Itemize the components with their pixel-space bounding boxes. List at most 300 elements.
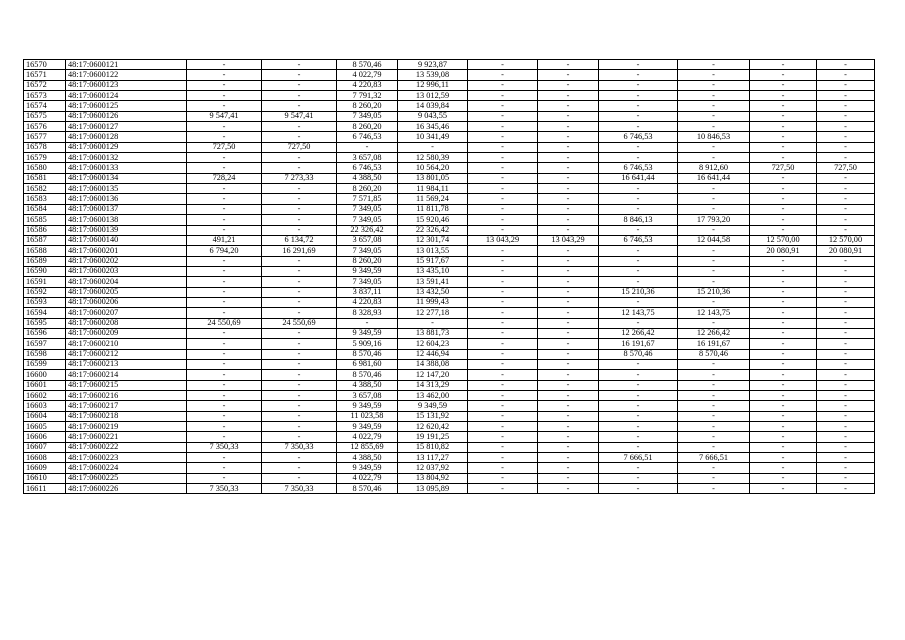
value-cell: - bbox=[750, 277, 817, 287]
row-number-cell: 16573 bbox=[24, 91, 66, 101]
table-row bbox=[24, 432, 875, 442]
value-cell: - bbox=[538, 204, 599, 214]
row-number-cell: 16572 bbox=[24, 80, 66, 90]
value-cell: - bbox=[817, 277, 875, 287]
table-row bbox=[24, 235, 875, 245]
value-cell: 6 746,53 bbox=[599, 163, 678, 173]
table-row bbox=[24, 484, 875, 494]
value-cell: - bbox=[262, 432, 337, 442]
value-cell: - bbox=[538, 101, 599, 111]
value-cell: - bbox=[678, 256, 750, 266]
value-cell: - bbox=[750, 359, 817, 369]
value-cell: - bbox=[678, 91, 750, 101]
value-cell: - bbox=[187, 422, 262, 432]
row-number-cell: 16575 bbox=[24, 111, 66, 121]
cadastral-number-cell: 48:17:0600127 bbox=[66, 122, 187, 132]
value-cell: 727,50 bbox=[817, 163, 875, 173]
cadastral-number-cell: 48:17:0600223 bbox=[66, 453, 187, 463]
value-cell: - bbox=[678, 184, 750, 194]
value-cell: 6 134,72 bbox=[262, 235, 337, 245]
row-number-cell: 16571 bbox=[24, 70, 66, 80]
value-cell: - bbox=[678, 442, 750, 452]
cadastral-number-cell: 48:17:0600125 bbox=[66, 101, 187, 111]
row-number-cell: 16600 bbox=[24, 370, 66, 380]
value-cell: - bbox=[187, 204, 262, 214]
value-cell: - bbox=[262, 391, 337, 401]
cadastral-number-cell: 48:17:0600216 bbox=[66, 391, 187, 401]
value-cell: 12 277,18 bbox=[398, 308, 468, 318]
value-cell: - bbox=[262, 91, 337, 101]
value-cell: 4 220,83 bbox=[337, 297, 398, 307]
cadastral-number-cell: 48:17:0600212 bbox=[66, 349, 187, 359]
value-cell: - bbox=[817, 411, 875, 421]
value-cell: - bbox=[817, 80, 875, 90]
value-cell: - bbox=[468, 473, 538, 483]
value-cell: 7 666,51 bbox=[678, 453, 750, 463]
value-cell: - bbox=[817, 101, 875, 111]
row-number-cell: 16593 bbox=[24, 297, 66, 307]
value-cell: 14 313,29 bbox=[398, 380, 468, 390]
value-cell: 11 569,24 bbox=[398, 194, 468, 204]
value-cell: - bbox=[678, 101, 750, 111]
value-cell: 7 571,85 bbox=[337, 194, 398, 204]
value-cell: - bbox=[468, 266, 538, 276]
value-cell: - bbox=[468, 318, 538, 328]
value-cell: 8 260,20 bbox=[337, 122, 398, 132]
value-cell: - bbox=[678, 401, 750, 411]
value-cell: 8 260,20 bbox=[337, 256, 398, 266]
value-cell: - bbox=[750, 142, 817, 152]
value-cell: 9 349,59 bbox=[337, 266, 398, 276]
table-row bbox=[24, 391, 875, 401]
value-cell: 7 666,51 bbox=[599, 453, 678, 463]
value-cell: - bbox=[599, 473, 678, 483]
row-number-cell: 16596 bbox=[24, 328, 66, 338]
row-number-cell: 16608 bbox=[24, 453, 66, 463]
value-cell: - bbox=[262, 153, 337, 163]
value-cell: - bbox=[678, 225, 750, 235]
value-cell: - bbox=[750, 111, 817, 121]
value-cell: - bbox=[599, 194, 678, 204]
cadastral-number-cell: 48:17:0600134 bbox=[66, 173, 187, 183]
value-cell: - bbox=[262, 287, 337, 297]
table-row bbox=[24, 122, 875, 132]
value-cell: - bbox=[262, 80, 337, 90]
value-cell: - bbox=[538, 60, 599, 70]
value-cell: - bbox=[262, 380, 337, 390]
value-cell: 13 435,10 bbox=[398, 266, 468, 276]
value-cell: 8 912,60 bbox=[678, 163, 750, 173]
row-number-cell: 16601 bbox=[24, 380, 66, 390]
value-cell: 24 550,69 bbox=[187, 318, 262, 328]
cadastral-number-cell: 48:17:0600202 bbox=[66, 256, 187, 266]
value-cell: 9 349,59 bbox=[337, 401, 398, 411]
value-cell: - bbox=[468, 256, 538, 266]
value-cell: - bbox=[468, 422, 538, 432]
value-cell: - bbox=[750, 308, 817, 318]
value-cell: 16 641,44 bbox=[599, 173, 678, 183]
value-cell: - bbox=[538, 132, 599, 142]
value-cell: 10 846,53 bbox=[678, 132, 750, 142]
value-cell: - bbox=[599, 184, 678, 194]
value-cell: 12 855,69 bbox=[337, 442, 398, 452]
value-cell: - bbox=[468, 401, 538, 411]
value-cell: - bbox=[599, 432, 678, 442]
cadastral-number-cell: 48:17:0600219 bbox=[66, 422, 187, 432]
value-cell: - bbox=[750, 225, 817, 235]
row-number-cell: 16591 bbox=[24, 277, 66, 287]
value-cell: 13 043,29 bbox=[538, 235, 599, 245]
value-cell: - bbox=[750, 91, 817, 101]
value-cell: - bbox=[750, 70, 817, 80]
value-cell: 7 350,33 bbox=[262, 484, 337, 494]
value-cell: - bbox=[678, 122, 750, 132]
value-cell: 20 080,91 bbox=[817, 246, 875, 256]
value-cell: - bbox=[538, 484, 599, 494]
value-cell: 16 191,67 bbox=[599, 339, 678, 349]
value-cell: - bbox=[750, 287, 817, 297]
value-cell: - bbox=[678, 111, 750, 121]
value-cell: 12 266,42 bbox=[599, 328, 678, 338]
value-cell: 8 570,46 bbox=[337, 349, 398, 359]
value-cell: - bbox=[817, 111, 875, 121]
value-cell: - bbox=[817, 132, 875, 142]
value-cell: - bbox=[187, 132, 262, 142]
value-cell: 5 909,16 bbox=[337, 339, 398, 349]
value-cell: 13 043,29 bbox=[468, 235, 538, 245]
value-cell: - bbox=[538, 122, 599, 132]
value-cell: 12 446,94 bbox=[398, 349, 468, 359]
value-cell: - bbox=[817, 194, 875, 204]
value-cell: - bbox=[817, 318, 875, 328]
value-cell: - bbox=[817, 173, 875, 183]
value-cell: - bbox=[599, 91, 678, 101]
table-row bbox=[24, 359, 875, 369]
value-cell: - bbox=[538, 432, 599, 442]
table-row bbox=[24, 463, 875, 473]
row-number-cell: 16585 bbox=[24, 215, 66, 225]
value-cell: - bbox=[817, 339, 875, 349]
value-cell: - bbox=[750, 184, 817, 194]
value-cell: - bbox=[187, 70, 262, 80]
value-cell: - bbox=[468, 380, 538, 390]
value-cell: 12 266,42 bbox=[678, 328, 750, 338]
cadastral-number-cell: 48:17:0600126 bbox=[66, 111, 187, 121]
value-cell: - bbox=[750, 442, 817, 452]
value-cell: - bbox=[187, 194, 262, 204]
value-cell: - bbox=[599, 411, 678, 421]
value-cell: - bbox=[187, 287, 262, 297]
value-cell: 22 326,42 bbox=[337, 225, 398, 235]
cadastral-number-cell: 48:17:0600209 bbox=[66, 328, 187, 338]
value-cell: - bbox=[468, 122, 538, 132]
value-cell: - bbox=[468, 111, 538, 121]
value-cell: - bbox=[750, 401, 817, 411]
cadastral-number-cell: 48:17:0600215 bbox=[66, 380, 187, 390]
value-cell: 7 349,05 bbox=[337, 246, 398, 256]
value-cell: - bbox=[187, 453, 262, 463]
value-cell: - bbox=[599, 463, 678, 473]
value-cell: - bbox=[468, 328, 538, 338]
value-cell: - bbox=[262, 184, 337, 194]
value-cell: - bbox=[538, 80, 599, 90]
value-cell: - bbox=[538, 246, 599, 256]
value-cell: - bbox=[817, 308, 875, 318]
value-cell: - bbox=[538, 391, 599, 401]
value-cell: - bbox=[187, 401, 262, 411]
value-cell: 13 801,05 bbox=[398, 173, 468, 183]
value-cell: 9 043,55 bbox=[398, 111, 468, 121]
cadastral-number-cell: 48:17:0600135 bbox=[66, 184, 187, 194]
value-cell: - bbox=[817, 432, 875, 442]
value-cell: - bbox=[187, 122, 262, 132]
value-cell: - bbox=[678, 370, 750, 380]
value-cell: - bbox=[187, 308, 262, 318]
value-cell: - bbox=[678, 359, 750, 369]
value-cell: 3 837,11 bbox=[337, 287, 398, 297]
value-cell: - bbox=[262, 422, 337, 432]
row-number-cell: 16610 bbox=[24, 473, 66, 483]
value-cell: 15 917,67 bbox=[398, 256, 468, 266]
value-cell: - bbox=[262, 204, 337, 214]
row-number-cell: 16582 bbox=[24, 184, 66, 194]
value-cell: 9 349,59 bbox=[337, 328, 398, 338]
table-row bbox=[24, 184, 875, 194]
value-cell: - bbox=[262, 308, 337, 318]
table-row bbox=[24, 277, 875, 287]
value-cell: - bbox=[678, 142, 750, 152]
value-cell: - bbox=[538, 349, 599, 359]
value-cell: 9 349,59 bbox=[337, 463, 398, 473]
value-cell: - bbox=[750, 153, 817, 163]
cadastral-number-cell: 48:17:0600205 bbox=[66, 287, 187, 297]
value-cell: - bbox=[599, 204, 678, 214]
value-cell: 3 657,08 bbox=[337, 235, 398, 245]
value-cell: 15 210,36 bbox=[599, 287, 678, 297]
value-cell: - bbox=[187, 473, 262, 483]
cadastral-number-cell: 48:17:0600210 bbox=[66, 339, 187, 349]
value-cell: - bbox=[187, 339, 262, 349]
value-cell: - bbox=[262, 101, 337, 111]
value-cell: - bbox=[262, 70, 337, 80]
cadastral-number-cell: 48:17:0600207 bbox=[66, 308, 187, 318]
value-cell: - bbox=[187, 411, 262, 421]
value-cell: - bbox=[538, 308, 599, 318]
row-number-cell: 16594 bbox=[24, 308, 66, 318]
value-cell: - bbox=[538, 163, 599, 173]
value-cell: - bbox=[750, 349, 817, 359]
value-cell: - bbox=[599, 256, 678, 266]
value-cell: - bbox=[817, 422, 875, 432]
value-cell: - bbox=[678, 473, 750, 483]
value-cell: 12 037,92 bbox=[398, 463, 468, 473]
row-number-cell: 16586 bbox=[24, 225, 66, 235]
value-cell: 13 462,00 bbox=[398, 391, 468, 401]
value-cell: - bbox=[538, 380, 599, 390]
value-cell: - bbox=[468, 215, 538, 225]
value-cell: - bbox=[678, 277, 750, 287]
value-cell: 16 191,67 bbox=[678, 339, 750, 349]
table-row bbox=[24, 453, 875, 463]
value-cell: - bbox=[468, 153, 538, 163]
value-cell: 12 570,00 bbox=[817, 235, 875, 245]
value-cell: - bbox=[468, 370, 538, 380]
value-cell: - bbox=[262, 297, 337, 307]
row-number-cell: 16609 bbox=[24, 463, 66, 473]
value-cell: - bbox=[262, 359, 337, 369]
data-table bbox=[23, 59, 875, 494]
value-cell: 7 273,33 bbox=[262, 173, 337, 183]
value-cell: - bbox=[468, 142, 538, 152]
value-cell: - bbox=[468, 80, 538, 90]
row-number-cell: 16599 bbox=[24, 359, 66, 369]
value-cell: - bbox=[599, 101, 678, 111]
table-row bbox=[24, 256, 875, 266]
value-cell: - bbox=[538, 370, 599, 380]
value-cell: - bbox=[468, 359, 538, 369]
value-cell: - bbox=[817, 359, 875, 369]
value-cell: 7 350,33 bbox=[187, 484, 262, 494]
cadastral-number-cell: 48:17:0600121 bbox=[66, 60, 187, 70]
table-row bbox=[24, 163, 875, 173]
value-cell: 491,21 bbox=[187, 235, 262, 245]
value-cell: - bbox=[750, 380, 817, 390]
value-cell: 7 350,33 bbox=[262, 442, 337, 452]
cadastral-number-cell: 48:17:0600224 bbox=[66, 463, 187, 473]
value-cell: - bbox=[750, 432, 817, 442]
table-row bbox=[24, 91, 875, 101]
value-cell: - bbox=[262, 215, 337, 225]
value-cell: - bbox=[468, 204, 538, 214]
value-cell: - bbox=[187, 91, 262, 101]
table-row bbox=[24, 308, 875, 318]
value-cell: - bbox=[468, 432, 538, 442]
row-number-cell: 16580 bbox=[24, 163, 66, 173]
row-number-cell: 16588 bbox=[24, 246, 66, 256]
value-cell: - bbox=[187, 349, 262, 359]
value-cell: - bbox=[187, 153, 262, 163]
value-cell: - bbox=[187, 277, 262, 287]
value-cell: - bbox=[468, 277, 538, 287]
value-cell: 19 191,25 bbox=[398, 432, 468, 442]
value-cell: - bbox=[599, 318, 678, 328]
value-cell: 12 996,11 bbox=[398, 80, 468, 90]
value-cell: - bbox=[599, 401, 678, 411]
value-cell: 9 547,41 bbox=[262, 111, 337, 121]
value-cell: - bbox=[187, 60, 262, 70]
value-cell: - bbox=[750, 328, 817, 338]
table-row bbox=[24, 60, 875, 70]
value-cell: 14 388,08 bbox=[398, 359, 468, 369]
value-cell: 4 220,83 bbox=[337, 80, 398, 90]
value-cell: - bbox=[750, 256, 817, 266]
value-cell: - bbox=[817, 380, 875, 390]
value-cell: - bbox=[262, 163, 337, 173]
value-cell: 4 022,79 bbox=[337, 432, 398, 442]
row-number-cell: 16603 bbox=[24, 401, 66, 411]
table-row bbox=[24, 111, 875, 121]
value-cell: - bbox=[538, 266, 599, 276]
value-cell: - bbox=[817, 70, 875, 80]
value-cell: 7 349,05 bbox=[337, 111, 398, 121]
value-cell: 4 388,50 bbox=[337, 380, 398, 390]
value-cell: - bbox=[750, 80, 817, 90]
cadastral-number-cell: 48:17:0600123 bbox=[66, 80, 187, 90]
value-cell: - bbox=[262, 194, 337, 204]
value-cell: - bbox=[678, 484, 750, 494]
value-cell: - bbox=[538, 359, 599, 369]
value-cell: 10 341,49 bbox=[398, 132, 468, 142]
value-cell: 6 746,53 bbox=[599, 132, 678, 142]
value-cell: - bbox=[817, 225, 875, 235]
value-cell: 7 349,05 bbox=[337, 204, 398, 214]
row-number-cell: 16592 bbox=[24, 287, 66, 297]
row-number-cell: 16577 bbox=[24, 132, 66, 142]
value-cell: 7 350,33 bbox=[187, 442, 262, 452]
table-row bbox=[24, 70, 875, 80]
row-number-cell: 16611 bbox=[24, 484, 66, 494]
value-cell: - bbox=[262, 473, 337, 483]
row-number-cell: 16583 bbox=[24, 194, 66, 204]
value-cell: - bbox=[538, 225, 599, 235]
value-cell: - bbox=[538, 328, 599, 338]
table-row bbox=[24, 266, 875, 276]
value-cell: - bbox=[599, 380, 678, 390]
value-cell: - bbox=[817, 153, 875, 163]
value-cell: - bbox=[817, 287, 875, 297]
value-cell: - bbox=[750, 391, 817, 401]
cadastral-number-cell: 48:17:0600206 bbox=[66, 297, 187, 307]
value-cell: - bbox=[337, 318, 398, 328]
value-cell: 6 746,53 bbox=[599, 235, 678, 245]
value-cell: - bbox=[750, 473, 817, 483]
value-cell: - bbox=[468, 391, 538, 401]
value-cell: - bbox=[468, 442, 538, 452]
value-cell: - bbox=[678, 204, 750, 214]
value-cell: 6 794,20 bbox=[187, 246, 262, 256]
value-cell: 8 570,46 bbox=[337, 60, 398, 70]
value-cell: 11 999,43 bbox=[398, 297, 468, 307]
row-number-cell: 16602 bbox=[24, 391, 66, 401]
value-cell: - bbox=[599, 80, 678, 90]
value-cell: - bbox=[678, 246, 750, 256]
value-cell: - bbox=[468, 91, 538, 101]
value-cell: - bbox=[538, 442, 599, 452]
value-cell: - bbox=[468, 453, 538, 463]
cadastral-number-cell: 48:17:0600140 bbox=[66, 235, 187, 245]
value-cell: - bbox=[187, 184, 262, 194]
value-cell: - bbox=[262, 349, 337, 359]
value-cell: - bbox=[262, 339, 337, 349]
value-cell: 9 923,87 bbox=[398, 60, 468, 70]
value-cell: - bbox=[337, 142, 398, 152]
value-cell: 3 657,08 bbox=[337, 153, 398, 163]
value-cell: - bbox=[187, 163, 262, 173]
row-number-cell: 16579 bbox=[24, 153, 66, 163]
value-cell: - bbox=[678, 463, 750, 473]
value-cell: - bbox=[678, 380, 750, 390]
value-cell: 8 570,46 bbox=[337, 370, 398, 380]
value-cell: - bbox=[678, 318, 750, 328]
table-row bbox=[24, 442, 875, 452]
value-cell: - bbox=[817, 91, 875, 101]
table-row bbox=[24, 215, 875, 225]
table-row bbox=[24, 204, 875, 214]
cadastral-number-cell: 48:17:0600136 bbox=[66, 194, 187, 204]
value-cell: - bbox=[187, 225, 262, 235]
cadastral-number-cell: 48:17:0600128 bbox=[66, 132, 187, 142]
value-cell: 6 746,53 bbox=[337, 132, 398, 142]
